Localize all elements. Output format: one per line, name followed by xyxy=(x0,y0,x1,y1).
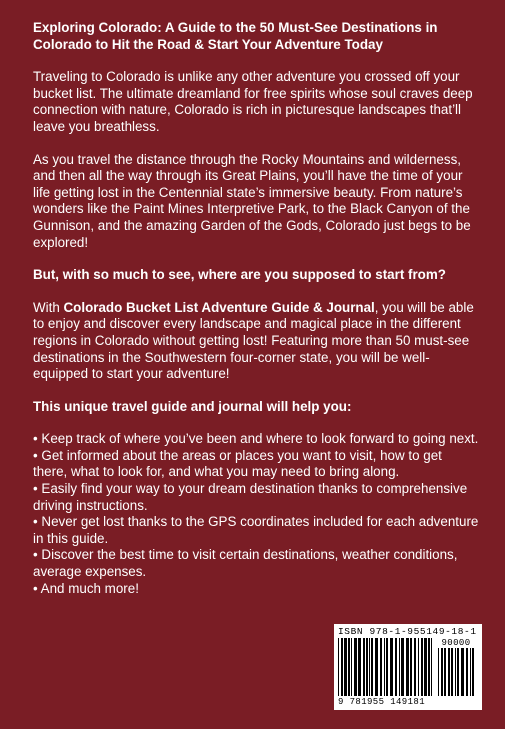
question-heading: But, with so much to see, where are you supposed to start from? xyxy=(33,267,446,283)
intro-paragraph: Traveling to Colorado is unlike any other adventure you crossed off your bucket list. The ultimate dreamland for free spirits whose soul craves deep connection with nature, Colorado is rich in picturesque landscapes that’ll leave you breathless. xyxy=(33,69,473,134)
isbn-barcode xyxy=(334,624,482,710)
barcode-bars xyxy=(338,638,434,696)
book-paragraph xyxy=(33,300,479,383)
list-item: • Keep track of where you’ve been and where to look forward to going next. xyxy=(33,431,479,447)
list-item: • Easily find your way to your dream destination thanks to comprehensive driving instructions. xyxy=(33,481,468,513)
list-item: • Never get lost thanks to the GPS coordinates included for each adventure in this guide. xyxy=(33,514,479,546)
travel-paragraph: As you travel the distance through the Rocky Mountains and wilderness, and then all the way through its Great Plains, you’ll have the time of your life getting lost in the Centennial state’s immersive beauty. From nature’s wonders like the Paint Mines Interpretive Park, to the Black Canyon of the Gunnison, and the amazing Garden of the Gods, Colorado just begs to be explored! xyxy=(33,151,471,250)
isbn-label xyxy=(338,626,478,637)
list-heading: This unique travel guide and journal will help you: xyxy=(33,398,352,414)
list-item: • And much more! xyxy=(33,580,139,596)
description-title: Exploring Colorado: A Guide to the 50 Must-See Destinations in Colorado to Hit the Road & Start Your Adventure Today xyxy=(33,20,438,52)
addon-block xyxy=(438,638,474,696)
addon-bars xyxy=(438,648,474,696)
list-item: • Discover the best time to visit certain destinations, weather conditions, average expenses. xyxy=(33,547,458,580)
list-item: • Get informed about the areas or places you want to visit, how to get there, what to look for, and what you may need to bring along. xyxy=(33,447,442,480)
isbn-number: ISBN 978-1-955149-18-1 xyxy=(338,626,477,637)
barcode-digits: 9 781955 149181 xyxy=(338,697,426,707)
book-paragraph-suffix: , you will be able to enjoy and discover every landscape and magical place in the different regions in Colorado without getting lost! Featuring more than 50 must-see destinations in the Southwestern four-corner state, you will be well-equipped to start your adventure! xyxy=(33,299,474,382)
addon-code: 90000 xyxy=(441,638,471,648)
back-cover-text xyxy=(33,20,479,597)
book-title: Colorado Bucket List Adventure Guide & Journal xyxy=(63,299,375,315)
benefits-list xyxy=(33,431,479,597)
book-paragraph-prefix: With xyxy=(33,299,64,315)
barcode-bars-row xyxy=(338,638,478,696)
